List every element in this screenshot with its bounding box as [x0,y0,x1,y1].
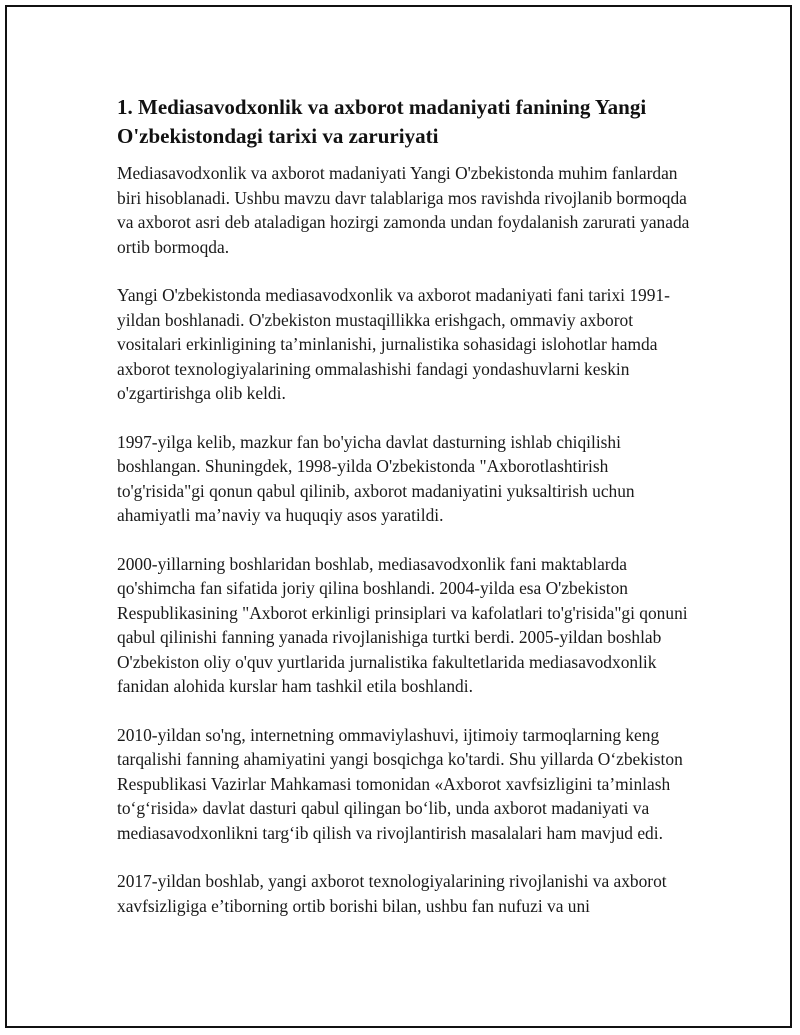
paragraph-2017: 2017-yildan boshlab, yangi axborot texnologiyalarining rivojlanishi va axborot xavfsizligiga e’tiborning ortib borishi bilan, ushbu fan nufuzi va uni [117,871,667,916]
paragraph-1991: Yangi O'zbekistonda mediasavodxonlik va axborot madaniyati fani tarixi 1991-yildan boshlanadi. O'zbekiston mustaqillikka erishgach, ommaviy axborot vositalari erkinligining ta’minlanishi, jurnalistika sohasidagi islohotlar hamda axborot texnologiyalarining ommalashishi fandagi yondashuvlarni keskin o'zgartirishga olib keldi. [117,285,670,403]
document-body [117,93,695,942]
paragraph-1997: 1997-yilga kelib, mazkur fan bo'yicha davlat dasturning ishlab chiqilishi boshlangan. Shuningdek, 1998-yilda O'zbekistonda "Axborotlashtirish to'g'risida"gi qonun qabul qilinib, axborot madaniyatini yuksaltirish uchun ahamiyatli ma’naviy va huquqiy asos yaratildi. [117,431,635,525]
paragraph-intro: Mediasavodxonlik va axborot madaniyati Yangi O'zbekistonda muhim fanlardan biri hisoblanadi. Ushbu mavzu davr talablariga mos ravishda rivojlanib bormoqda va axborot asri deb ataladigan hozirgi zamonda undan foydalanish zarurati yanada ortib bormoqda. [117,163,690,257]
section-heading: 1. Mediasavodxonlik va axborot madaniyati fanining Yangi O'zbekistondagi tarixi va zaruriyati [117,95,647,148]
paragraph-2010: 2010-yildan so'ng, internetning ommaviylashuvi, ijtimoiy tarmoqlarning keng tarqalishi fanning ahamiyatini yangi bosqichga ko'tardi. Shu yillarda O‘zbekiston Respublikasi Vazirlar Mahkamasi tomonidan «Axborot xavfsizligini ta’minlash to‘g‘risida» davlat dasturi qabul qilingan bo‘lib, unda axborot madaniyati va mediasavodxonlikni targ‘ib qilish va rivojlantirish masalalari ham mavjud edi. [117,724,683,843]
paragraph-2000s: 2000-yillarning boshlaridan boshlab, mediasavodxonlik fani maktablarda qo'shimcha fan sifatida joriy qilina boshlandi. 2004-yilda esa O'zbekiston Respublikasining "Axborot erkinligi prinsiplari va kafolatlari to'g'risida"gi qonuni qabul qilinishi fanning yanada rivojlanishiga turtki berdi. 2005-yildan boshlab O'zbekiston oliy o'quv yurtlarida jurnalistika fakultetlarida mediasavodxonlik fanidan alohida kurslar ham tashkil etila boshlandi. [117,553,688,696]
